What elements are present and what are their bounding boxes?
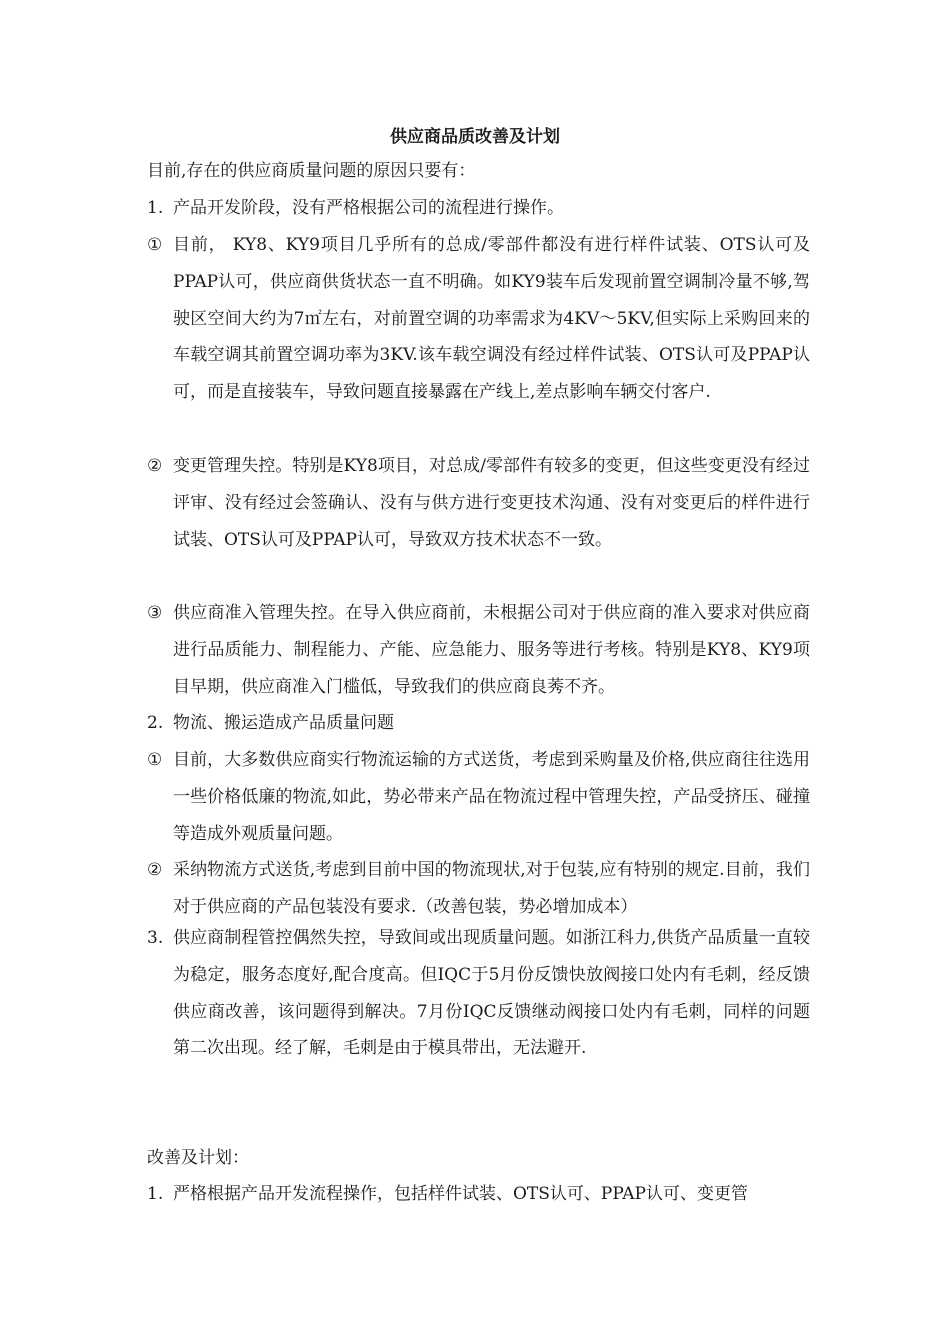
document-title: 供应商品质改善及计划: [390, 127, 560, 147]
list-item-text: 供应商准入管理失控。在导入供应商前，未根据公司对于供应商的准入要求对供应商进行品质能力、制程能力、产能、应急能力、服务等进行考核。特别是KY8、KY9项目早期，供应商准入门槛低，导致我们的供应商良莠不齐。: [173, 603, 810, 697]
intro-paragraph: 目前,存在的供应商质量问题的原因只要有：: [147, 161, 476, 181]
improvement-heading: 改善及计划：: [147, 1148, 249, 1168]
list-item: [147, 742, 810, 852]
list-marker: 2.: [147, 713, 164, 733]
list-item: [147, 448, 810, 558]
list-marker: ①: [147, 235, 163, 255]
list-item: [147, 190, 810, 227]
list-item: [147, 852, 810, 926]
list-marker: 3.: [147, 928, 164, 948]
list-marker: ②: [147, 456, 163, 476]
list-marker: 1.: [147, 198, 164, 218]
list-item: [147, 920, 810, 1067]
list-item-text: 物流、搬运造成产品质量问题: [173, 713, 394, 733]
list-item-text: 目前， KY8、KY9项目几乎所有的总成/零部件都没有进行样件试装、OTS认可及PPAP认可，供应商供货状态一直不明确。如KY9装车后发现前置空调制冷量不够,驾驶区空间大约为7㎡左右，对前置空调的功率需求为4KV～5KV,但实际上采购回来的车载空调其前置空调功率为3KV.该车载空调没有经过样件试装、OTS认可及PPAP认可，而是直接装车，导致问题直接暴露在产线上,差点影响车辆交付客户.: [173, 235, 810, 403]
list-marker: 1.: [147, 1184, 164, 1204]
list-marker: ③: [147, 603, 163, 623]
list-item-text: 供应商制程管控偶然失控，导致间或出现质量问题。如浙江科力,供货产品质量一直较为稳定，服务态度好,配合度高。但IQC于5月份反馈快放阀接口处内有毛刺，经反馈供应商改善，该问题得到解决。7月份IQC反馈继动阀接口处内有毛刺，同样的问题第二次出现。经了解，毛刺是由于模具带出，无法避开.: [173, 928, 810, 1059]
list-item-text: 目前，大多数供应商实行物流运输的方式送货，考虑到采购量及价格,供应商往往选用一些价格低廉的物流,如此，势必带来产品在物流过程中管理失控，产品受挤压、碰撞等造成外观质量问题。: [173, 750, 810, 844]
list-item-text: 严格根据产品开发流程操作，包括样件试装、OTS认可、PPAP认可、变更管: [173, 1184, 748, 1204]
list-item: [147, 1176, 810, 1213]
list-item: [147, 227, 810, 411]
list-item-text: 产品开发阶段，没有严格根据公司的流程进行操作。: [173, 198, 564, 218]
list-item: [147, 595, 810, 705]
list-marker: ②: [147, 860, 163, 880]
list-marker: ①: [147, 750, 163, 770]
list-item: [147, 705, 810, 742]
list-item-text: 变更管理失控。特别是KY8项目，对总成/零部件有较多的变更，但这些变更没有经过评审、没有经过会签确认、没有与供方进行变更技术沟通、没有对变更后的样件进行试装、OTS认可及PPAP认可，导致双方技术状态不一致。: [173, 456, 810, 550]
list-item-text: 采纳物流方式送货,考虑到目前中国的物流现状,对于包装,应有特别的规定.目前，我们对于供应商的产品包装没有要求.（改善包装，势必增加成本）: [173, 860, 810, 917]
